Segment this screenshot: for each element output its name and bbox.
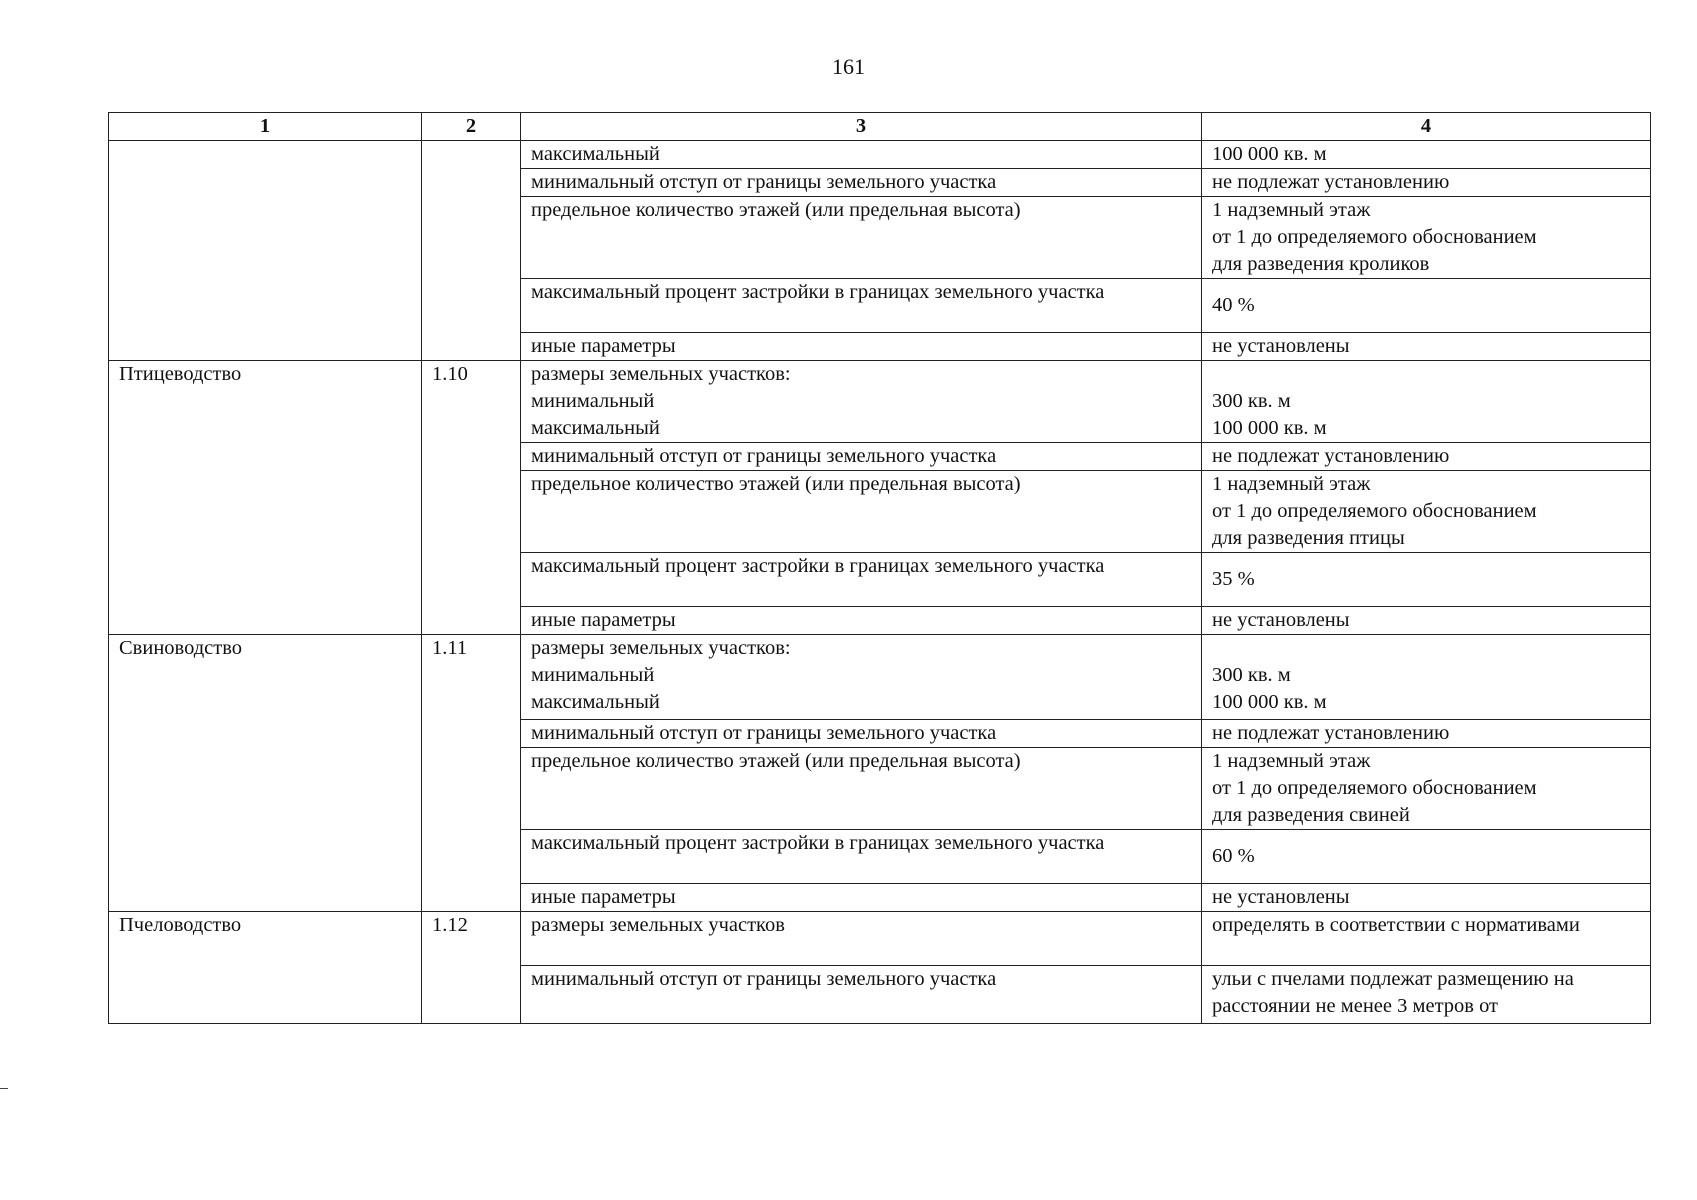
value-cell: не установлены: [1202, 607, 1651, 635]
value-cell: [1202, 635, 1651, 720]
value-line: 1 надземный этаж: [1212, 750, 1371, 772]
use-name-cell: Птицеводство: [109, 361, 422, 635]
param-cell: иные параметры: [521, 607, 1202, 635]
param-cell: максимальный процент застройки в границах земельного участка: [521, 279, 1202, 333]
value-cell: не подлежат установлению: [1202, 169, 1651, 197]
param-cell: иные параметры: [521, 884, 1202, 912]
value-cell: не подлежат установлению: [1202, 443, 1651, 471]
use-name-cell: Свиноводство: [109, 635, 422, 912]
regulations-table: [108, 112, 1651, 1024]
table-row: [109, 635, 1651, 720]
param-cell: максимальный процент застройки в границах земельного участка: [521, 830, 1202, 884]
value-line: для разведения свиней: [1212, 804, 1410, 826]
use-code-cell: [422, 141, 521, 361]
param-cell: минимальный отступ от границы земельного участка: [521, 169, 1202, 197]
param-cell: минимальный отступ от границы земельного участка: [521, 720, 1202, 748]
value-cell: не установлены: [1202, 884, 1651, 912]
param-cell: предельное количество этажей (или предельная высота): [521, 471, 1202, 553]
param-line: максимальный: [531, 691, 660, 713]
value-cell: не установлены: [1202, 333, 1651, 361]
margin-mark: [0, 1088, 8, 1089]
param-line: минимальный: [531, 664, 655, 686]
value-cell: [1202, 471, 1651, 553]
param-line: минимальный: [531, 390, 655, 412]
use-code-cell: 1.12: [422, 912, 521, 1024]
value-cell: 60 %: [1202, 830, 1651, 884]
param-line: размеры земельных участков:: [531, 363, 791, 385]
use-code-cell: 1.11: [422, 635, 521, 912]
param-cell: размеры земельных участков: [521, 912, 1202, 966]
value-line: [1212, 361, 1640, 388]
value-line: для разведения птицы: [1212, 527, 1405, 549]
use-name-cell: [109, 141, 422, 361]
value-cell: 35 %: [1202, 553, 1651, 607]
use-code-cell: 1.10: [422, 361, 521, 635]
value-line: 100 000 кв. м: [1212, 691, 1327, 713]
value-cell: [1202, 361, 1651, 443]
value-cell: ульи с пчелами подлежат размещению на расстоянии не менее 3 метров от: [1202, 966, 1651, 1024]
param-cell: максимальный: [521, 141, 1202, 169]
param-line: размеры земельных участков:: [531, 637, 791, 659]
param-cell: предельное количество этажей (или предельная высота): [521, 748, 1202, 830]
table-row: [109, 141, 1651, 169]
param-cell: минимальный отступ от границы земельного участка: [521, 443, 1202, 471]
table-row: [109, 361, 1651, 443]
value-line: от 1 до определяемого обоснованием: [1212, 777, 1537, 799]
value-line: 300 кв. м: [1212, 390, 1291, 412]
param-cell: иные параметры: [521, 333, 1202, 361]
param-cell: [521, 361, 1202, 443]
value-cell: [1202, 197, 1651, 279]
param-cell: минимальный отступ от границы земельного участка: [521, 966, 1202, 1024]
param-line: максимальный: [531, 417, 660, 439]
param-cell: максимальный процент застройки в границах земельного участка: [521, 553, 1202, 607]
value-line: от 1 до определяемого обоснованием: [1212, 226, 1537, 248]
value-line: от 1 до определяемого обоснованием: [1212, 500, 1537, 522]
page-number: 161: [832, 54, 865, 79]
table-header-row: [109, 113, 1651, 141]
header-col-2: 2: [422, 113, 521, 141]
header-col-4: 4: [1202, 113, 1651, 141]
value-cell: 100 000 кв. м: [1202, 141, 1651, 169]
param-cell: предельное количество этажей (или предельная высота): [521, 197, 1202, 279]
value-cell: не подлежат установлению: [1202, 720, 1651, 748]
header-col-1: 1: [109, 113, 422, 141]
value-line: 100 000 кв. м: [1212, 417, 1327, 439]
table-row: [109, 912, 1651, 966]
value-line: [1212, 635, 1640, 662]
value-line: для разведения кроликов: [1212, 253, 1430, 275]
value-line: 1 надземный этаж: [1212, 473, 1371, 495]
param-cell: [521, 635, 1202, 720]
value-cell: 40 %: [1202, 279, 1651, 333]
header-col-3: 3: [521, 113, 1202, 141]
value-cell: [1202, 748, 1651, 830]
value-line: 300 кв. м: [1212, 664, 1291, 686]
value-line: 1 надземный этаж: [1212, 199, 1371, 221]
use-name-cell: Пчеловодство: [109, 912, 422, 1024]
value-cell: определять в соответствии с нормативами: [1202, 912, 1651, 966]
